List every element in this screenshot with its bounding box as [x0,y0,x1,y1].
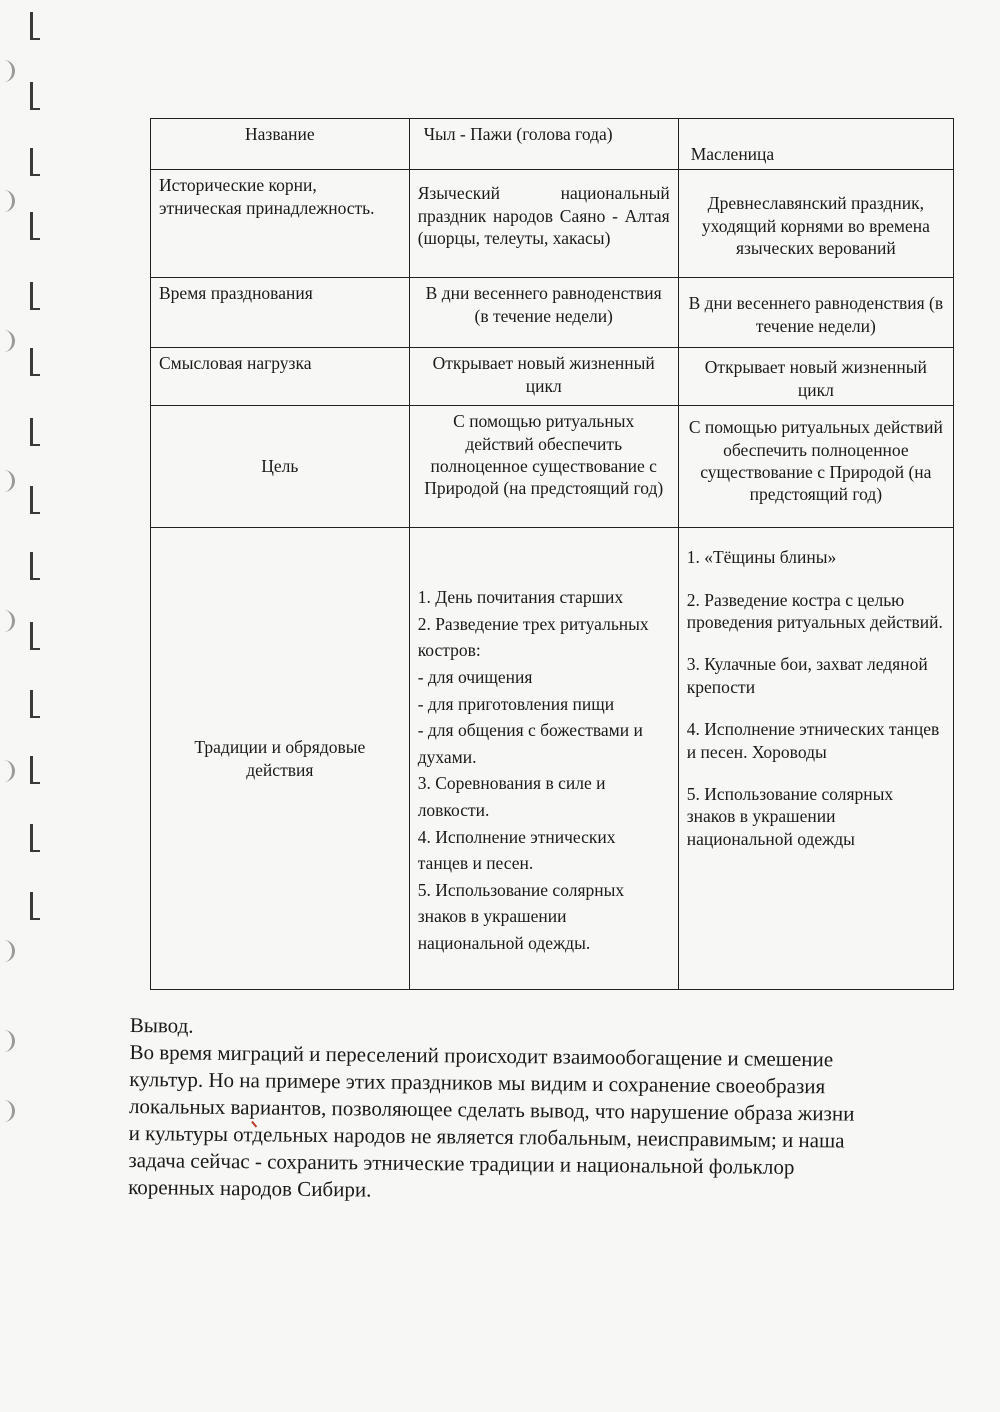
list-item: 3. Соревнования в силе и ловкости. [417,773,606,820]
list-item: 4. Исполнение этнических танцев и песен. [417,826,616,874]
binding-edge [0,0,40,1412]
table-header-row [151,119,954,170]
table-row [151,348,954,406]
row-cell-chyl-pazhi: В дни весеннего равноденствия (в течение недели) [409,278,678,348]
conclusion-text: Во время миграций и переселений происходит взаимообогащение и смешение культур. Но на примере этих праздников мы видим и сохранение своеобразия локальных вариантов, позволяющее сделать вывод, что нарушение образа жизни и культуры отдельных народов не является глобальным, неисправимым; и наша задача сейчас - сохранить этнические традиции и национальной фольклор коренных народов Сибири. [128,1039,855,1202]
table-row-traditions [151,528,954,990]
traditions-list-maslenitsa [678,528,953,990]
table-row [151,406,954,528]
conclusion-heading: Вывод. [129,1012,194,1038]
row-cell-maslenitsa: Открывает новый жизненный цикл [678,348,953,406]
list-item: - для общения с божествами и духами. [417,720,643,767]
row-cell-maslenitsa: Древнеславянский праздник, уходящий корнями во времена языческих верований [678,170,953,278]
list-item: 1. «Тёщины блины» [686,547,837,568]
header-cell-name: Название [151,119,410,170]
list-item: 5. Использование солярных знаков в украшении национальной одежды [686,783,894,849]
list-item: 5. Использование солярных знаков в украшении национальной одежды. [417,879,625,953]
list-item: 3. Кулачные бои, захват ледяной крепости [686,654,928,697]
list-item: 4. Исполнение этнических танцев и песен. Хороводы [686,719,940,762]
row-cell-chyl-pazhi: С помощью ритуальных действий обеспечить полноценное существование с Природой (на предстоящий год) [409,406,678,528]
row-label: Время празднования [151,278,410,348]
list-item: 2. Разведение трех ритуальных костров: [417,613,649,661]
table-row [151,170,954,278]
row-label: Цель [151,406,410,528]
conclusion-block [128,1012,860,1209]
comparison-table [150,118,954,990]
row-label: Смысловая нагрузка [151,348,410,406]
traditions-list-chyl-pazhi [409,528,678,990]
row-label: Исторические корни, этническая принадлежность. [151,170,410,278]
header-cell-chyl-pazhi: Чыл - Пажи (голова года) [409,119,678,170]
row-cell-maslenitsa: В дни весеннего равноденствия (в течение недели) [678,278,953,348]
row-label: Традиции и обрядовые действия [151,528,410,990]
list-item: 2. Разведение костра с целью проведения ритуальных действий. [686,589,943,632]
list-item: 1. День почитания старших [417,587,624,608]
row-cell-chyl-pazhi: Языческий национальный праздник народов Саяно - Алтая (шорцы, телеуты, хакасы) [409,170,678,278]
table-row [151,278,954,348]
list-item: - для приготовления пищи [417,693,615,714]
row-cell-chyl-pazhi: Открывает новый жизненный цикл [409,348,678,406]
header-cell-maslenitsa: Масленица [678,119,953,170]
list-item: - для очищения [417,666,533,687]
row-cell-maslenitsa: С помощью ритуальных действий обеспечить полноценное существование с Природой (на предстоящий год) [678,406,953,528]
